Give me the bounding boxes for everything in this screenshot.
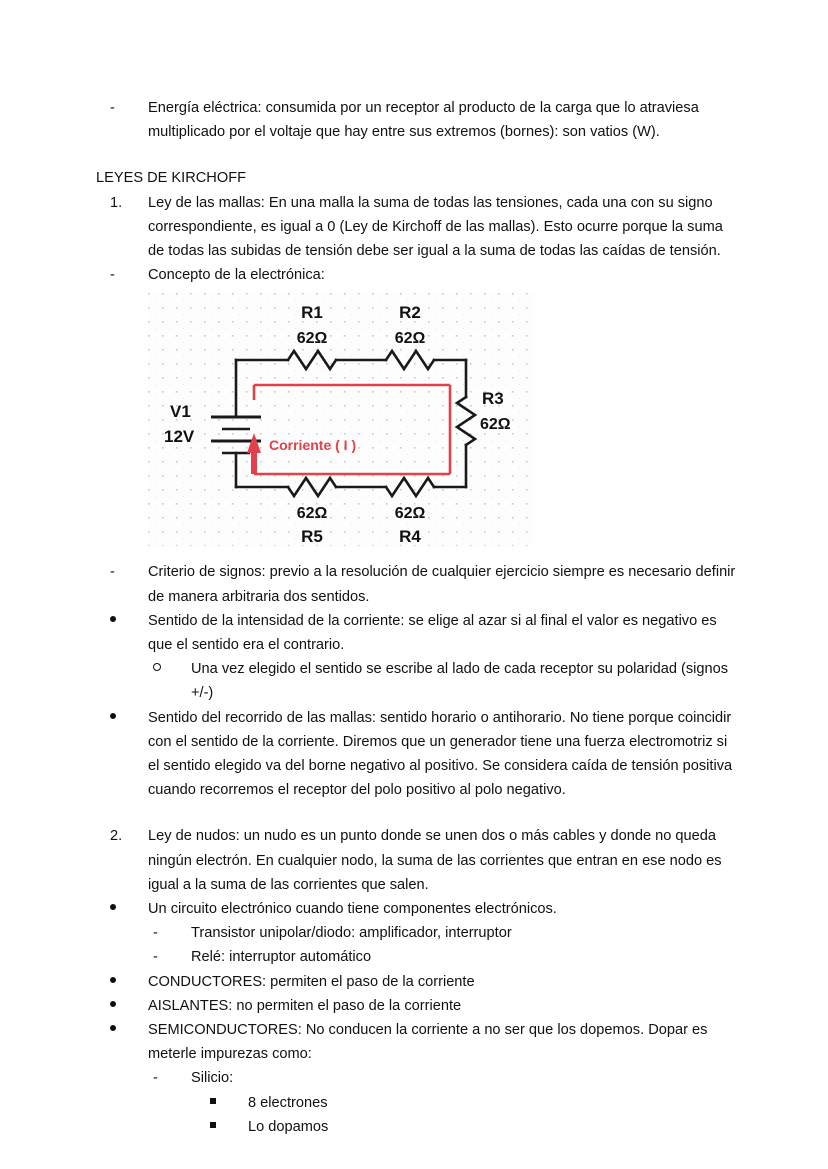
current-label: Corriente ( I ) <box>269 437 357 454</box>
list-item-text: Un circuito electrónico cuando tiene componentes electrónicos. <box>148 901 557 918</box>
hollow-bullet-marker <box>153 657 191 681</box>
list-item-text: Criterio de signos: previo a la resolución de cualquier ejercicio siempre es necesario definir de manera arbitraria dos sentidos. <box>148 564 736 605</box>
bullet-dot-icon <box>110 904 116 910</box>
list-item-text: Ley de las mallas: En una malla la suma de todas las tensiones, cada una con su signo correspondiente, es igual a 0 (Ley de Kirchoff de las mallas). Esto ocurre porque la suma de todas las subidas de tensión debe ser igual a la suma de todas las caídas de tensión. <box>148 194 723 260</box>
list-item-criterio-de-signos <box>110 560 736 608</box>
bullet-dot-icon <box>110 616 116 622</box>
list-item-conductores <box>110 970 736 994</box>
list-item-text: Silicio: <box>191 1070 234 1087</box>
dash-marker: - <box>153 925 158 942</box>
list-item-text: 8 electrones <box>248 1094 328 1111</box>
resistor-R2-name: R2 <box>399 303 421 323</box>
dash-marker: - <box>110 267 115 284</box>
number-marker: 2. <box>110 828 123 845</box>
resistor-R2-value: 62Ω <box>394 330 426 348</box>
resistor-R4-name: R4 <box>399 527 421 547</box>
resistor-R1-name: R1 <box>301 303 323 323</box>
resistor-R3-value: 62Ω <box>480 416 511 434</box>
list-item-concepto-electronica <box>110 263 736 287</box>
square-bullet-marker <box>210 1091 248 1115</box>
circuit-diagram-figure <box>148 293 533 546</box>
bullet-circle-icon <box>153 663 161 671</box>
list-item-text: SEMICONDUCTORES: No conducen la corriente a no ser que los dopemos. Dopar es meterle impurezas como: <box>148 1022 708 1063</box>
resistor-R3-name: R3 <box>482 389 504 409</box>
bullet-square-icon <box>210 1098 216 1104</box>
voltage-source-name: V1 <box>170 402 191 422</box>
dash-marker: - <box>110 564 115 581</box>
list-item-transistor <box>153 921 736 945</box>
bullet-dot-icon <box>110 977 116 983</box>
bullet-dot-icon <box>110 1001 116 1007</box>
voltage-source-value: 12V <box>164 427 195 447</box>
list-item-text: Lo dopamos <box>248 1118 329 1135</box>
list-item-text: AISLANTES: no permiten el paso de la corriente <box>148 997 462 1014</box>
bullet-square-icon <box>210 1122 216 1128</box>
list-item-silicio <box>153 1066 736 1090</box>
resistor-R1-value: 62Ω <box>296 330 328 348</box>
list-item-sentido-recorrido <box>110 706 736 803</box>
section-heading-leyes-de-kirchoff: LEYES DE KIRCHOFF <box>96 170 247 187</box>
list-item-energia-electrica <box>110 96 736 144</box>
spacer <box>96 802 736 824</box>
bullet-marker <box>110 897 148 921</box>
list-item-circuito-electronico <box>110 897 736 921</box>
circuit-diagram-svg <box>148 293 533 546</box>
square-bullet-marker <box>210 1115 248 1139</box>
list-item-polaridad <box>153 657 736 705</box>
bullet-dot-icon <box>110 1025 116 1031</box>
list-item-ley-de-las-mallas <box>110 191 736 264</box>
list-item-semiconductores <box>110 1018 736 1066</box>
list-item-text: Concepto de la electrónica: <box>148 267 325 284</box>
list-item-sentido-intensidad <box>110 609 736 657</box>
list-item-text: CONDUCTORES: permiten el paso de la corriente <box>148 973 475 990</box>
list-item-text: Transistor unipolar/diodo: amplificador, interruptor <box>191 925 512 942</box>
list-item-text: Una vez elegido el sentido se escribe al lado de cada receptor su polaridad (signos +/-) <box>191 661 729 702</box>
bullet-marker <box>110 609 148 633</box>
list-item-rele <box>153 945 736 969</box>
bullet-marker <box>110 994 148 1018</box>
spacer <box>96 546 736 560</box>
list-item-lo-dopamos <box>210 1115 736 1139</box>
bullet-marker <box>110 706 148 730</box>
resistor-R4-value: 62Ω <box>394 505 426 523</box>
list-item-text: Sentido del recorrido de las mallas: sentido horario o antihorario. No tiene porque coincidir con el sentido de la corriente. Diremos que un generador tiene una fuerza electromotriz si el sentido elegido va del borne negativo al positivo. Se considera caída de tensión positiva cuando recorremos el receptor del polo positivo al polo negativo. <box>148 709 733 799</box>
current-arrow-tail <box>251 448 257 474</box>
grid-background <box>148 293 533 546</box>
bullet-marker <box>110 1018 148 1042</box>
list-item-text: Ley de nudos: un nudo es un punto donde se unen dos o más cables y donde no queda ningún electrón. En cualquier nodo, la suma de las corrientes que entran en ese nodo es igual a la suma de las corrientes que salen. <box>148 828 722 893</box>
resistor-R5-value: 62Ω <box>296 505 328 523</box>
number-marker: 1. <box>110 194 123 211</box>
spacer <box>96 144 736 166</box>
document-content <box>96 96 736 1139</box>
dash-marker: - <box>153 949 158 966</box>
resistor-R5-name: R5 <box>301 527 323 547</box>
dash-marker: - <box>110 100 115 116</box>
list-item-ley-de-nudos <box>110 824 736 897</box>
list-item-8-electrones <box>210 1091 736 1115</box>
list-item-text: Relé: interruptor automático <box>191 949 372 966</box>
list-item-text: Sentido de la intensidad de la corriente: se elige al azar si al final el valor es negativo es que el sentido era el contrario. <box>148 612 717 654</box>
dash-marker: - <box>153 1070 158 1087</box>
list-item-aislantes <box>110 994 736 1018</box>
bullet-marker <box>110 970 148 994</box>
bullet-dot-icon <box>110 713 116 719</box>
list-item-text: Energía eléctrica: consumida por un receptor al producto de la carga que lo atraviesa multiplicado por el voltaje que hay entre sus extremos (bornes): son vatios (W). <box>148 100 699 141</box>
